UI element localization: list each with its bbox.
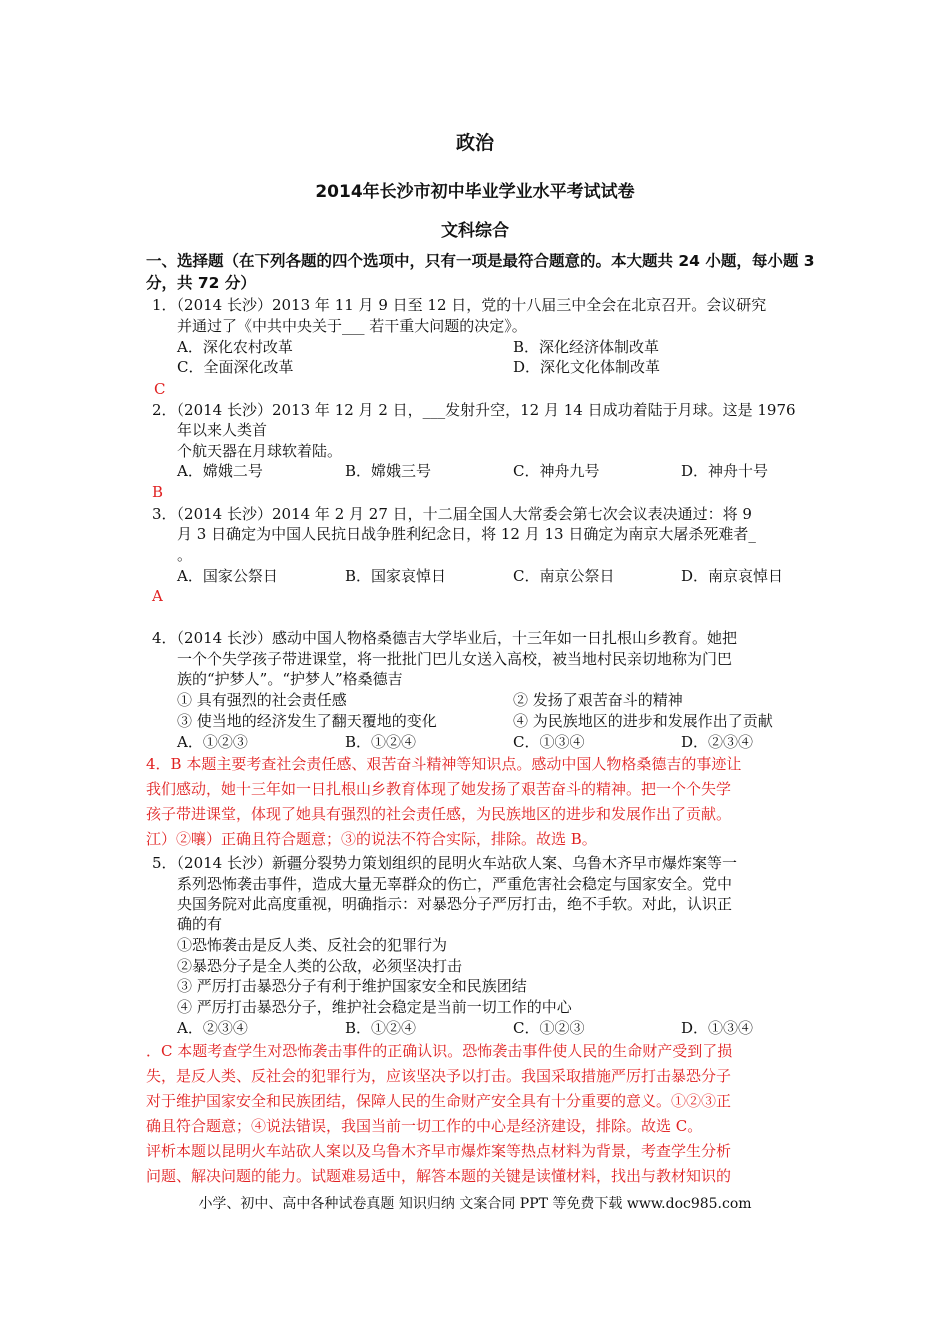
section-heading: 一、选择题（在下列各题的四个选项中，只有一项是最符合题意的。本大题共 24 小题，每小题 3 分，共 72 分） (146, 252, 815, 292)
q1-option-a: A．深化农村改革 (177, 338, 293, 356)
q1-option-c: C．全面深化改革 (177, 358, 294, 376)
q5-analysis-line2: 问题、解决问题的能力。试题难易适中，解答本题的关键是读懂材料，找出与教材知识的 (146, 1167, 732, 1185)
footer-text: 小学、初中、高中各种试卷真题 知识归纳 文案合同 PPT 等免费下载 www.doc985.com (198, 1196, 752, 1212)
q1-line2: 并通过了《中共中央关于___ 若干重大问题的决定》。 (177, 317, 527, 335)
q5-option-a: A．②③④ (177, 1019, 248, 1037)
q3-option-c: C．南京公祭日 (513, 567, 615, 585)
q4-line3: 族的“护梦人”。“护梦人”格桑德吉 (177, 670, 403, 688)
q5-explanation-line2: 失，是反人类、反社会的犯罪行为，应该坚决予以打击。我国采取措施严厉打击暴恐分子 (146, 1067, 732, 1085)
q5-line3: 央国务院对此高度重视，明确指示：对暴恐分子严厉打击，绝不手软。对此，认识正 (177, 895, 733, 913)
q3-line1: 3．（2014 长沙）2014 年 2 月 27 日，十二届全国人大常委会第七次会议表决通过：将 9 (152, 505, 752, 523)
q4-statement-1: ① 具有强烈的社会责任感 (177, 691, 347, 709)
q4-option-a: A．①②③ (177, 733, 248, 751)
q5-analysis-line1: 评析本题以昆明火车站砍人案以及乌鲁木齐早市爆炸案等热点材料为背景，考查学生分析 (146, 1142, 732, 1160)
q4-statement-4: ④ 为民族地区的进步和发展作出了贡献 (513, 712, 773, 730)
q1-option-b: B．深化经济体制改革 (513, 338, 660, 356)
q1-answer: C (154, 380, 166, 398)
q3-option-a: A．国家公祭日 (177, 567, 278, 585)
q2-line1: 2．（2014 长沙）2013 年 12 月 2 日，___发射升空，12 月 14 日成功着陆于月球。这是 1976 (152, 401, 796, 419)
q5-line2: 系列恐怖袭击事件，造成大量无辜群众的伤亡，严重危害社会稳定与国家安全。党中 (177, 875, 733, 893)
q5-explanation-line3: 对于维护国家安全和民族团结，保障人民的生命财产安全具有十分重要的意义。①②③正 (146, 1092, 732, 1110)
q3-option-d: D．南京哀悼日 (681, 567, 784, 585)
q1-option-d: D．深化文化体制改革 (513, 358, 661, 376)
q4-statement-2: ② 发扬了艰苦奋斗的精神 (513, 691, 683, 709)
q5-line4: 确的有 (177, 915, 223, 933)
q3-line3: 。 (177, 546, 193, 564)
subject-title: 政治 (455, 132, 494, 154)
q3-line2: 月 3 日确定为中国人民抗日战争胜利纪念日，将 12 月 13 日确定为南京大屠杀死难者_ (177, 525, 756, 543)
q1-line1: 1．（2014 长沙）2013 年 11 月 9 日至 12 日，党的十八届三中全会在北京召开。会议研究 (152, 296, 767, 314)
q4-explanation-line4: 江）②嚷）正确且符合题意；③的说法不符合实际，排除。故选 B。 (146, 830, 597, 848)
q5-statement-2: ②暴恐分子是全人类的公敌，必须坚决打击 (177, 957, 463, 975)
q4-line2: 一个个失学孩子带进课堂，将一批批门巴儿女送入高校，被当地村民亲切地称为门巴 (177, 650, 733, 668)
q5-statement-4: ④ 严厉打击暴恐分子，维护社会稳定是当前一切工作的中心 (177, 998, 572, 1016)
q5-option-d: D．①③④ (681, 1019, 754, 1037)
q3-option-b: B．国家哀悼日 (345, 567, 447, 585)
q4-explanation-line1: 4．B 本题主要考查社会责任感、艰苦奋斗精神等知识点。感动中国人物格桑德吉的事迹让 (146, 755, 742, 773)
q4-line1: 4．（2014 长沙）感动中国人物格桑德吉大学毕业后，十三年如一日扎根山乡教育。她把 (152, 629, 737, 647)
q4-statement-3: ③ 使当地的经济发生了翻天覆地的变化 (177, 712, 437, 730)
paper-title: 文科综合 (441, 221, 509, 241)
q4-explanation-line3: 孩子带进课堂，体现了她具有强烈的社会责任感，为民族地区的进步和发展作出了贡献。 (146, 805, 732, 823)
q5-statement-3: ③ 严厉打击暴恐分子有利于维护国家安全和民族团结 (177, 977, 527, 995)
q4-option-d: D．②③④ (681, 733, 754, 751)
q4-option-c: C．①③④ (513, 733, 585, 751)
q5-explanation-line1: ．C 本题考查学生对恐怖袭击事件的正确认识。恐怖袭击事件使人民的生命财产受到了损 (146, 1042, 733, 1060)
q5-option-c: C．①②③ (513, 1019, 585, 1037)
q4-explanation-line2: 我们感动，她十三年如一日扎根山乡教育体现了她发扬了艰苦奋斗的精神。把一个个失学 (146, 780, 732, 798)
q2-option-c: C．神舟九号 (513, 462, 600, 480)
q5-explanation-line4: 确且符合题意；④说法错误，我国当前一切工作的中心是经济建设，排除。故选 C。 (146, 1117, 703, 1135)
q2-option-d: D．神舟十号 (681, 462, 769, 480)
exam-title: 2014年长沙市初中毕业学业水平考试试卷 (315, 182, 635, 202)
q5-line1: 5．（2014 长沙）新疆分裂势力策划组织的昆明火车站砍人案、乌鲁木齐早市爆炸案等一 (152, 854, 737, 872)
q2-answer: B (152, 483, 164, 501)
q5-option-b: B．①②④ (345, 1019, 417, 1037)
q2-line3: 个航天器在月球软着陆。 (177, 442, 343, 460)
q2-line2: 年以来人类首 (177, 421, 268, 439)
q2-option-b: B．嫦娥三号 (345, 462, 432, 480)
q3-answer: A (152, 587, 163, 605)
q2-option-a: A．嫦娥二号 (177, 462, 263, 480)
q5-statement-1: ①恐怖袭击是反人类、反社会的犯罪行为 (177, 936, 448, 954)
q4-option-b: B．①②④ (345, 733, 417, 751)
